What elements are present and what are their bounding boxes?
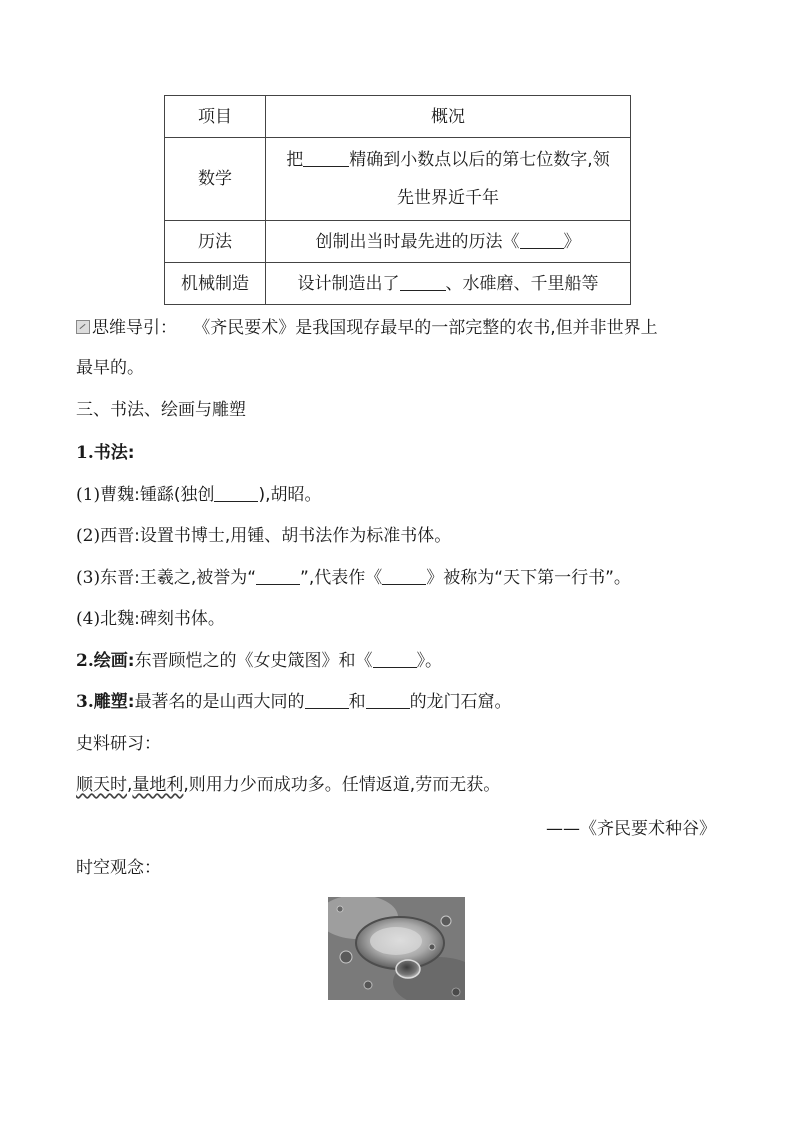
overview-text: 》: [563, 231, 581, 252]
heading-text: 雕塑:: [93, 692, 135, 712]
row-overview: [266, 221, 631, 263]
row-overview: [266, 263, 631, 305]
overview-text: 先世界近千年: [397, 188, 499, 208]
heading-text: 绘画:: [93, 651, 135, 671]
fill-blank[interactable]: [382, 567, 426, 585]
fill-blank[interactable]: [305, 691, 349, 709]
hint-text: 《齐民要术》是我国现存最早的一部完整的农书,但并非世界上: [193, 318, 658, 338]
row-overview: [266, 138, 631, 221]
fill-blank[interactable]: [400, 273, 446, 291]
quote-source: ——《齐民要术种谷》: [546, 819, 716, 839]
row-item: 数学: [165, 138, 266, 221]
row-item: 历法: [165, 221, 266, 263]
source-quote: [76, 773, 500, 797]
row-item: 机械制造: [165, 263, 266, 305]
item-text: 》被称为“天下第一行书”。: [426, 568, 631, 588]
fill-blank[interactable]: [366, 691, 410, 709]
item-text: 东晋:王羲之,被誉为“: [100, 568, 257, 588]
quote-emphasis: 顺天时: [76, 775, 127, 795]
moon-surface-graphic: [328, 897, 465, 1000]
calligraphy-heading: [76, 441, 135, 465]
quote-text: ,则用力少而成功多。任情返道,劳而无获。: [183, 775, 501, 795]
item-text: ”,代表作《: [300, 568, 383, 588]
overview-text: 创制出当时最先进的历法《: [315, 231, 520, 252]
fill-blank[interactable]: [520, 231, 564, 249]
overview-text: 精确到小数点以后的第七位数字,领: [349, 150, 610, 170]
hint-line-2: 最早的。: [76, 358, 144, 378]
item-text: 曹魏:锺繇(独创: [100, 485, 215, 505]
item-text: 和: [348, 692, 366, 712]
calligraphy-item: [76, 607, 225, 631]
table-row: [165, 263, 631, 305]
calligraphy-item: [76, 524, 451, 548]
calligraphy-item: [76, 566, 631, 590]
table-header-row: [165, 96, 631, 138]
heading-number: 1.: [76, 443, 94, 463]
section-title: 三、书法、绘画与雕塑: [76, 400, 246, 420]
header-item: 项目: [165, 96, 266, 138]
source-study-label: 史料研习：: [76, 734, 161, 754]
item-number: (4): [76, 609, 101, 629]
fill-blank[interactable]: [214, 484, 258, 502]
item-number: (3): [76, 568, 101, 588]
heading-number: 3.: [76, 692, 94, 712]
fill-blank[interactable]: [303, 149, 349, 167]
header-overview: 概况: [266, 96, 631, 138]
achievements-table: [164, 95, 631, 305]
hint-line-1: [76, 316, 658, 340]
item-number: (1): [76, 485, 101, 505]
hint-label: 思维导引：: [92, 318, 177, 338]
overview-text: 设计制造出了: [297, 273, 400, 294]
fill-blank[interactable]: [256, 567, 300, 585]
sculpture-line: [76, 690, 512, 714]
moon-crater-photo: [328, 897, 465, 1000]
painting-line: [76, 649, 442, 673]
spacetime-label: 时空观念：: [76, 858, 161, 878]
hint-icon: [76, 320, 90, 334]
calligraphy-item: [76, 483, 322, 507]
item-text: ),胡昭。: [258, 485, 322, 505]
fill-blank[interactable]: [373, 650, 417, 668]
overview-text: 、水碓磨、千里船等: [445, 273, 599, 294]
item-number: (2): [76, 526, 101, 546]
item-text: 东晋顾恺之的《女史箴图》和《: [134, 651, 373, 671]
table-row: [165, 221, 631, 263]
item-text: 的龙门石窟。: [409, 692, 512, 712]
heading-number: 2.: [76, 651, 94, 671]
item-text: 最著名的是山西大同的: [134, 692, 305, 712]
overview-text: 把: [286, 150, 304, 170]
quote-text: ,: [127, 775, 133, 795]
item-text: 西晋:设置书博士,用锺、胡书法作为标准书体。: [100, 526, 452, 546]
heading-text: 书法:: [93, 443, 135, 463]
quote-emphasis: 量地利: [132, 775, 184, 795]
item-text: 》。: [416, 651, 443, 671]
item-text: 北魏:碑刻书体。: [100, 609, 225, 629]
table-row: [165, 138, 631, 221]
